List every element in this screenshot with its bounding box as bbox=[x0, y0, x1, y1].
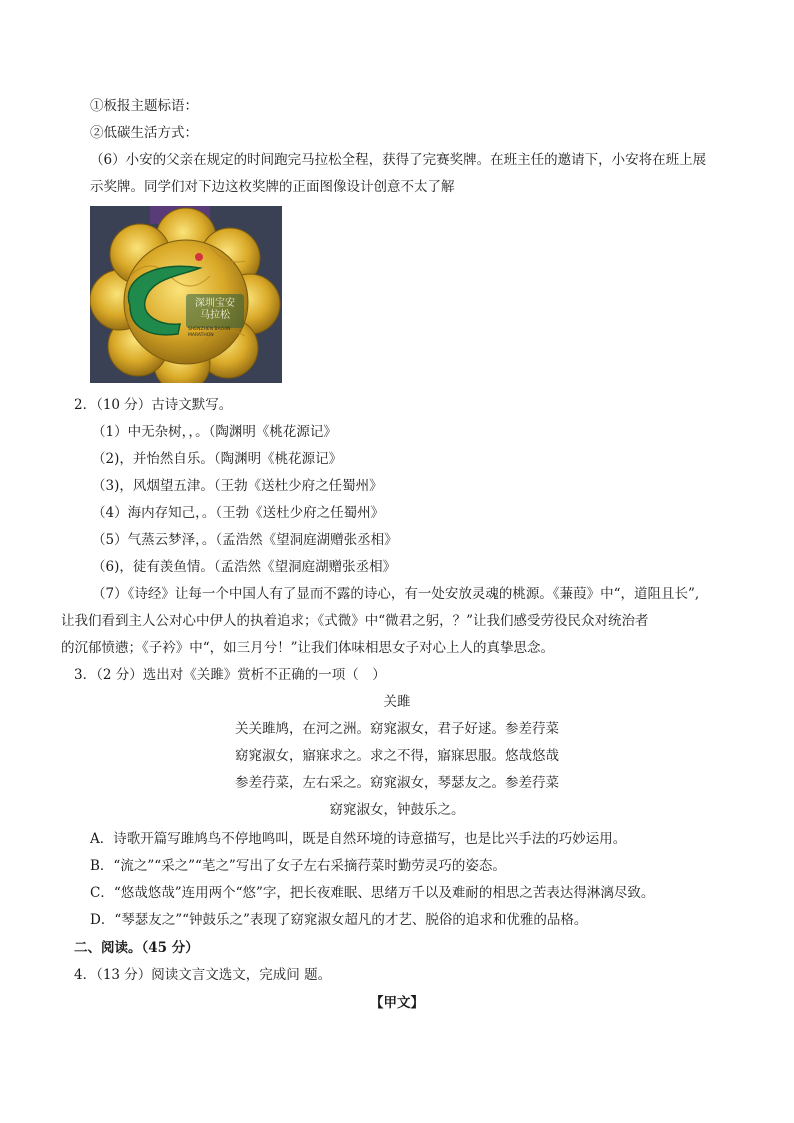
poem-line: 窈窕淑女，寤寐求之。求之不得，寤寐思服。悠哉悠哉 bbox=[235, 748, 559, 764]
option-a: A．诗歌开篇写雎鸠鸟不停地鸣叫，既是自然环境的诗意描写，也是比兴手法的巧妙运用。 bbox=[90, 831, 627, 847]
question-4-heading: 4．（13 分）阅读文言文选文，完成问 题。 bbox=[74, 967, 332, 983]
option-b: B．“流之”“采之”“芼之”写出了女子左右采摘荇菜时勤劳灵巧的姿态。 bbox=[90, 858, 506, 874]
poem-line: 窈窕淑女，钟鼓乐之。 bbox=[329, 802, 465, 818]
question-2-item-1: （1）中无杂树，，。（陶渊明《桃花源记》 bbox=[92, 424, 337, 440]
lifestyle-item: ②低碳生活方式： bbox=[90, 125, 198, 141]
medal-text-3: SHENZHEN BAOAN bbox=[188, 327, 231, 332]
question-3-heading: 3．（2 分）选出对《关雎》赏析不正确的一项（ ） bbox=[74, 667, 386, 683]
question-2-item-3: （3)，风烟望五津。（王勃《送杜少府之任蜀州》 bbox=[92, 478, 383, 494]
question-2-item-5: （5）气蒸云梦泽，。（孟浩然《望洞庭湖赠张丞相》 bbox=[92, 532, 398, 548]
poem-title: 关雎 bbox=[383, 694, 411, 710]
question-2-item-2: （2)，并怡然自乐。（陶渊明《桃花源记》 bbox=[92, 451, 343, 467]
question-6-text-cont: 示奖牌。同学们对下边这枚奖牌的正面图像设计创意不太了解 bbox=[90, 179, 455, 195]
slogan-item: ①板报主题标语： bbox=[90, 98, 198, 114]
section-2-heading: 二、阅读。（45 分） bbox=[74, 940, 199, 956]
question-2-item-7-cont: 让我们看到主人公对心中伊人的执着追求；《式微》中“微君之躬，？”让我们感受劳役民众对统治者 bbox=[61, 613, 649, 629]
question-2-item-4: （4）海内存知己，。（王勃《送杜少府之任蜀州》 bbox=[92, 505, 385, 521]
question-2-item-6: （6)，徒有羡鱼情。（孟浩然《望洞庭湖赠张丞相》 bbox=[92, 559, 397, 575]
question-2-heading: 2．（10 分）古诗文默写。 bbox=[74, 397, 233, 413]
option-d: D．“琴瑟友之”“钟鼓乐之”表现了窈窕淑女超凡的才艺、脱俗的追求和优雅的品格。 bbox=[90, 912, 588, 928]
text-a-heading: 【甲文】 bbox=[370, 995, 424, 1011]
poem-line: 关关雎鸠，在河之洲。窈窕淑女，君子好逑。参差荇菜 bbox=[235, 721, 559, 737]
medal-text-4: MARATHON bbox=[188, 333, 214, 338]
medal-image bbox=[90, 206, 282, 383]
option-c: C．“悠哉悠哉”连用两个“悠”字，把长夜难眠、思绪万千以及难耐的相思之苦表达得淋漓尽致。 bbox=[90, 885, 655, 901]
medal-text-2: 马拉松 bbox=[200, 310, 230, 321]
medal-text-1: 深圳宝安 bbox=[195, 298, 235, 309]
question-6-text: （6）小安的父亲在规定的时间跑完马拉松全程，获得了完赛奖牌。在班主任的邀请下，小安将在班上展 bbox=[90, 152, 707, 168]
poem-line: 参差荇菜，左右采之。窈窕淑女，琴瑟友之。参差荇菜 bbox=[235, 775, 559, 791]
question-2-item-7-cont2: 的沉郁愤懑；《子衿》中“，如三月兮！”让我们体味相思女子对心上人的真挚思念。 bbox=[61, 640, 555, 656]
question-2-item-7: （7）《诗经》让每一个中国人有了显而不露的诗心，有一处安放灵魂的桃源。《蒹葭》中“，道阻且长”, bbox=[92, 586, 700, 602]
